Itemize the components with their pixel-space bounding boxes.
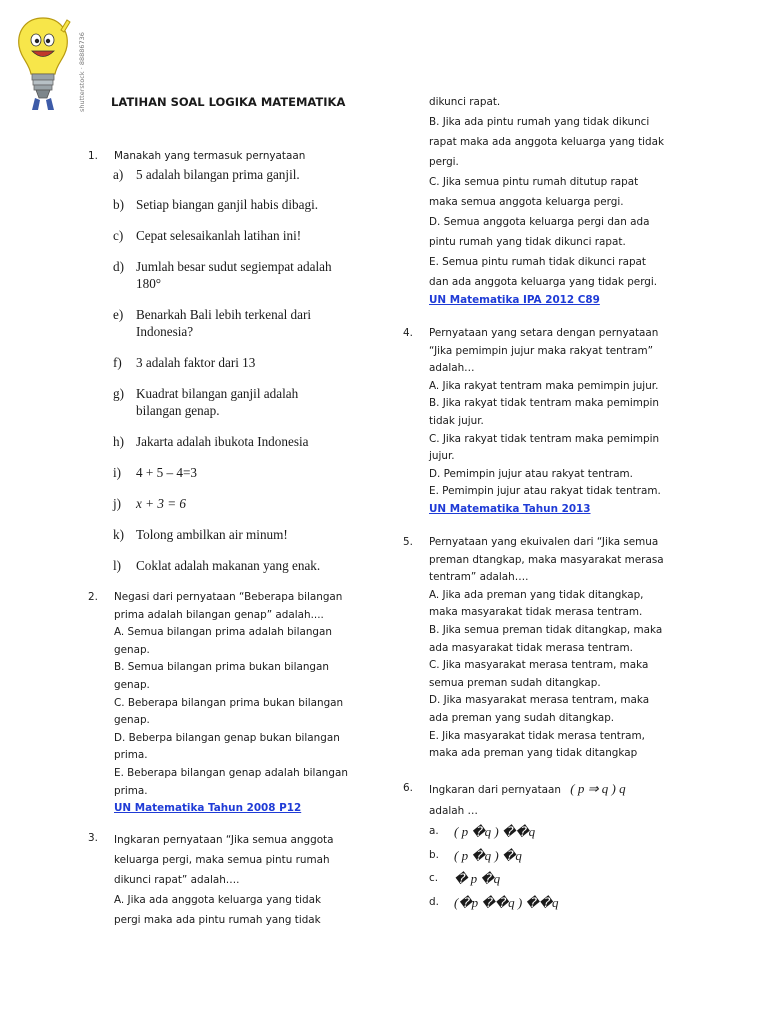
option-text: Kuadrat bilangan ganjil adalah	[136, 385, 299, 401]
watermark-text: shutterstock · 88886736	[78, 32, 86, 112]
option-label: c.	[429, 872, 439, 885]
option-text: Coklat adalah makanan yang enak.	[136, 557, 321, 573]
option-text: Setiap biangan ganjil habis dibagi.	[136, 196, 319, 212]
answer-option: dan ada anggota keluarga yang tidak pergi.	[429, 276, 658, 288]
option-text: bilangan genap.	[136, 402, 220, 418]
question-text: keluarga pergi, maka semua pintu rumah	[114, 854, 330, 866]
question-text: adalah…	[429, 362, 475, 375]
option-i	[113, 464, 389, 481]
answer-option: dikunci rapat.	[429, 96, 501, 108]
answer-option: prima.	[114, 749, 148, 762]
answer-option: D. Pemimpin jujur atau rakyat tentram.	[429, 467, 633, 480]
option-label: d)	[113, 258, 124, 274]
lightbulb-mascot-icon	[14, 16, 72, 112]
option-a	[113, 166, 389, 183]
answer-option: maka masyarakat tidak merasa tentram.	[429, 606, 643, 619]
question-number: 4.	[403, 327, 413, 339]
option-label: b.	[429, 848, 439, 861]
question-3	[88, 830, 394, 930]
answer-option: D. Beberpa bilangan genap bukan bilangan	[114, 731, 340, 744]
option-label: i)	[113, 464, 122, 480]
answer-option: ada masyarakat tidak merasa tentram.	[429, 641, 633, 654]
option-b	[429, 844, 719, 868]
option-d	[113, 258, 389, 292]
question-number: 1.	[88, 150, 98, 162]
answer-option: prima.	[114, 784, 148, 797]
option-text: Cepat selesaikanlah latihan ini!	[136, 227, 302, 243]
option-text: Jakarta adalah ibukota Indonesia	[136, 433, 309, 449]
option-text: Jumlah besar sudut segiempat adalah	[136, 258, 332, 274]
answer-option: A. Jika rakyat tentram maka pemimpin jujur.	[429, 379, 659, 392]
answer-option: pergi.	[429, 156, 459, 168]
question-text: adalah …	[429, 804, 478, 817]
answer-option: A. Semua bilangan prima adalah bilangan	[114, 626, 332, 639]
question-text: prima adalah bilangan genap” adalah....	[114, 608, 324, 621]
logic-formula: ( p �q ) ��q	[454, 824, 536, 840]
question-6	[403, 780, 719, 914]
answer-option: rapat maka ada anggota keluarga yang tidak	[429, 136, 665, 148]
question-text: tentram” adalah….	[429, 571, 529, 584]
question-3-continued	[429, 92, 719, 309]
answer-option: E. Semua pintu rumah tidak dikunci rapat	[429, 256, 646, 268]
answer-option: genap.	[114, 678, 150, 691]
option-j	[113, 495, 389, 512]
option-text: Indonesia?	[136, 323, 194, 339]
logic-formula: (�p ��q ) ��q	[454, 894, 559, 910]
option-label: l)	[113, 557, 122, 573]
option-text: Tolong ambilkan air minum!	[136, 526, 288, 542]
source-link[interactable]: UN Matematika Tahun 2013	[429, 502, 591, 515]
option-text: 3 adalah faktor dari 13	[136, 354, 256, 370]
answer-option: D. Semua anggota keluarga pergi dan ada	[429, 216, 650, 228]
option-label: f)	[113, 354, 122, 370]
question-text: dikunci rapat” adalah….	[114, 874, 240, 886]
option-text: Benarkah Bali lebih terkenal dari	[136, 306, 312, 322]
answer-option: C. Jika rakyat tidak tentram maka pemimpin	[429, 432, 660, 445]
answer-option: D. Jika masyarakat merasa tentram, maka	[429, 694, 650, 707]
answer-option: B. Jika rakyat tidak tentram maka pemimpin	[429, 397, 659, 410]
answer-option: B. Semua bilangan prima bukan bilangan	[114, 661, 329, 674]
option-label: c)	[113, 227, 124, 243]
answer-option: pergi maka ada pintu rumah yang tidak	[114, 914, 321, 926]
answer-option: genap.	[114, 643, 150, 656]
answer-option: E. Beberapa bilangan genap adalah bilangan	[114, 766, 348, 779]
question-number: 3.	[88, 832, 98, 844]
question-text-part: Ingkaran dari pernyataan	[429, 784, 561, 796]
option-label: h)	[113, 433, 124, 449]
question-text: preman dtangkap, maka masyarakat merasa	[429, 553, 664, 566]
answer-option: genap.	[114, 714, 150, 727]
question-number: 6.	[403, 782, 413, 794]
option-label: k)	[113, 526, 124, 542]
answer-option: jujur.	[429, 450, 455, 463]
option-g	[113, 385, 389, 419]
logic-formula: ( p ⇒ q ) q	[570, 781, 626, 796]
answer-option: semua preman sudah ditangkap.	[429, 676, 601, 689]
answer-option: maka semua anggota keluarga pergi.	[429, 196, 624, 208]
question-text: Pernyataan yang ekuivalen dari “Jika semua	[429, 536, 659, 548]
option-f	[113, 354, 389, 371]
answer-option: A. Jika ada anggota keluarga yang tidak	[114, 894, 322, 906]
answer-option: pintu rumah yang tidak dikunci rapat.	[429, 236, 626, 248]
question-4	[403, 325, 719, 519]
logic-formula: � p �q	[454, 871, 501, 887]
option-label: d.	[429, 895, 439, 908]
option-label: g)	[113, 385, 124, 401]
option-text: 180°	[136, 275, 162, 291]
answer-option: C. Jika semua pintu rumah ditutup rapat	[429, 176, 639, 188]
answer-option: B. Jika ada pintu rumah yang tidak dikunci	[429, 116, 650, 128]
option-label: j)	[113, 495, 122, 511]
option-k	[113, 526, 389, 543]
source-link[interactable]: UN Matematika Tahun 2008 P12	[114, 802, 302, 815]
option-c	[429, 867, 719, 891]
option-label: e)	[113, 306, 124, 322]
option-d	[429, 891, 719, 915]
answer-option: B. Jika semua preman tidak ditangkap, maka	[429, 623, 663, 636]
question-1	[88, 148, 389, 588]
page-title: LATIHAN SOAL LOGIKA MATEMATIKA	[111, 95, 346, 109]
answer-option: maka ada preman yang tidak ditangkap	[429, 747, 638, 760]
answer-option: C. Jika masyarakat merasa tentram, maka	[429, 659, 649, 672]
option-text: 4 + 5 – 4=3	[136, 464, 198, 480]
option-h	[113, 433, 389, 450]
option-e	[113, 306, 389, 340]
question-text: Ingkaran pernyataan “Jika semua anggota	[114, 834, 334, 846]
option-text: x + 3 = 6	[136, 495, 187, 511]
answer-option: tidak jujur.	[429, 414, 484, 427]
answer-option: E. Pemimpin jujur atau rakyat tidak tentram.	[429, 485, 661, 498]
question-text: “Jika pemimpin jujur maka rakyat tentram”	[429, 344, 653, 357]
question-5	[403, 534, 719, 763]
question-number: 5.	[403, 536, 413, 548]
logic-formula: ( p �q ) �q	[454, 847, 522, 863]
option-text: 5 adalah bilangan prima ganjil.	[136, 166, 300, 182]
option-a	[429, 820, 719, 844]
option-label: a.	[429, 825, 439, 838]
option-l	[113, 557, 389, 574]
options-list	[113, 166, 389, 574]
option-label: a)	[113, 166, 124, 182]
answer-option: E. Jika masyarakat tidak merasa tentram,	[429, 729, 645, 742]
answer-option: C. Beberapa bilangan prima bukan bilangan	[114, 696, 344, 709]
source-link[interactable]: UN Matematika IPA 2012 C89	[429, 294, 600, 306]
answer-option: A. Jika ada preman yang tidak ditangkap,	[429, 588, 644, 601]
option-c	[113, 227, 389, 244]
question-2	[88, 589, 389, 818]
option-b	[113, 196, 389, 213]
question-text	[429, 780, 719, 800]
answer-option: ada preman yang sudah ditangkap.	[429, 711, 615, 724]
question-text: Pernyataan yang setara dengan pernyataan	[429, 327, 659, 339]
question-text: Negasi dari pernyataan “Beberapa bilangan	[114, 591, 343, 603]
option-label: b)	[113, 196, 124, 212]
question-number: 2.	[88, 591, 98, 603]
question-text: Manakah yang termasuk pernyataan	[114, 150, 306, 162]
